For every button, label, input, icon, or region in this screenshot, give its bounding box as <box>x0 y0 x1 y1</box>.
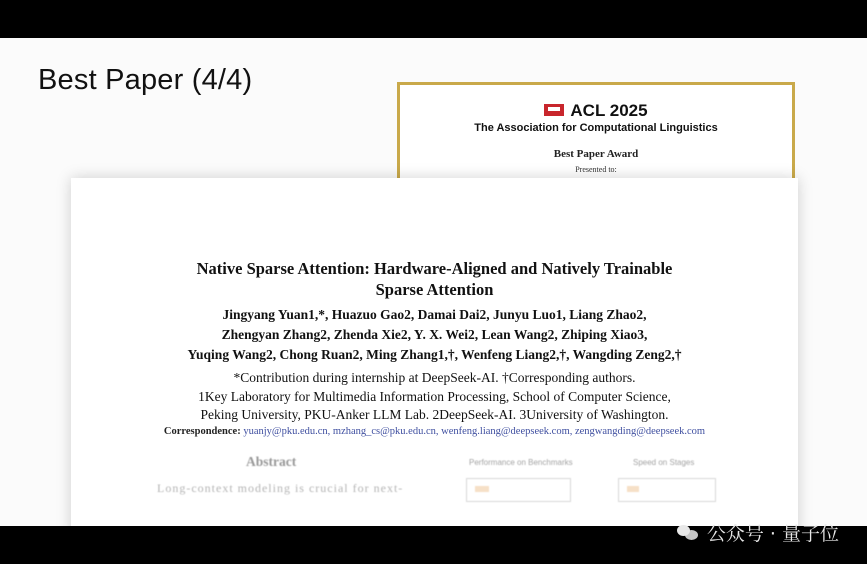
authors-line: Jingyang Yuan1,*, Huazuo Gao2, Damai Dai2, Junyu Luo1, Liang Zhao2, <box>222 307 647 322</box>
figure-label-benchmarks: Performance on Benchmarks <box>469 458 573 467</box>
certificate-award-title: Best Paper Award <box>553 148 639 160</box>
paper-title-line: Native Sparse Attention: Hardware-Aligned and Natively Trainable <box>196 259 673 278</box>
certificate-presented-to: Presented to: <box>575 165 617 174</box>
paper-title <box>71 258 798 300</box>
authors-line: Zhengyan Zhang2, Zhenda Xie2, Y. X. Wei2, Lean Wang2, Zhiping Xiao3, <box>221 327 648 342</box>
acl-logo-icon <box>544 104 564 116</box>
authors-line: Yuqing Wang2, Chong Ruan2, Ming Zhang1,†, Wenfeng Liang2,†, Wangding Zeng2,† <box>187 347 682 362</box>
note-line: 1Key Laboratory for Multimedia Information Processing, School of Computer Science, <box>198 388 671 404</box>
correspondence <box>71 426 798 437</box>
wechat-icon <box>677 524 699 541</box>
paper-authors <box>71 305 798 365</box>
acl-logo-text: ACL 2025 <box>570 101 648 120</box>
slide <box>0 38 867 526</box>
certificate-association: The Association for Computational Linguistics <box>474 122 718 134</box>
legend-swatch <box>627 486 639 492</box>
watermark-text: 公众号 · 量子位 <box>706 523 839 545</box>
slide-title: Best Paper (4/4) <box>38 64 253 96</box>
benchmark-figure <box>466 478 571 502</box>
correspondence-emails: yuanjy@pku.edu.cn, mzhang_cs@pku.edu.cn, wenfeng.liang@deepseek.com, zengwangding@deepseek.com <box>243 426 706 437</box>
paper-page <box>71 178 798 526</box>
abstract-text: Long-context modeling is crucial for next- <box>157 481 404 495</box>
paper-title-line: Sparse Attention <box>375 280 494 299</box>
note-line: Peking University, PKU-Anker LLM Lab. 2DeepSeek-AI. 3University of Washington. <box>200 407 669 422</box>
speed-figure <box>618 478 716 502</box>
abstract-heading: Abstract <box>246 454 297 469</box>
acl-logo-row <box>400 101 792 121</box>
correspondence-label: Correspondence: <box>163 426 241 437</box>
figure-label-speed: Speed on Stages <box>633 458 695 467</box>
note-line: *Contribution during internship at DeepSeek-AI. †Corresponding authors. <box>233 370 636 385</box>
affiliation-notes <box>71 369 798 425</box>
watermark <box>677 519 839 546</box>
legend-swatch <box>475 486 489 492</box>
